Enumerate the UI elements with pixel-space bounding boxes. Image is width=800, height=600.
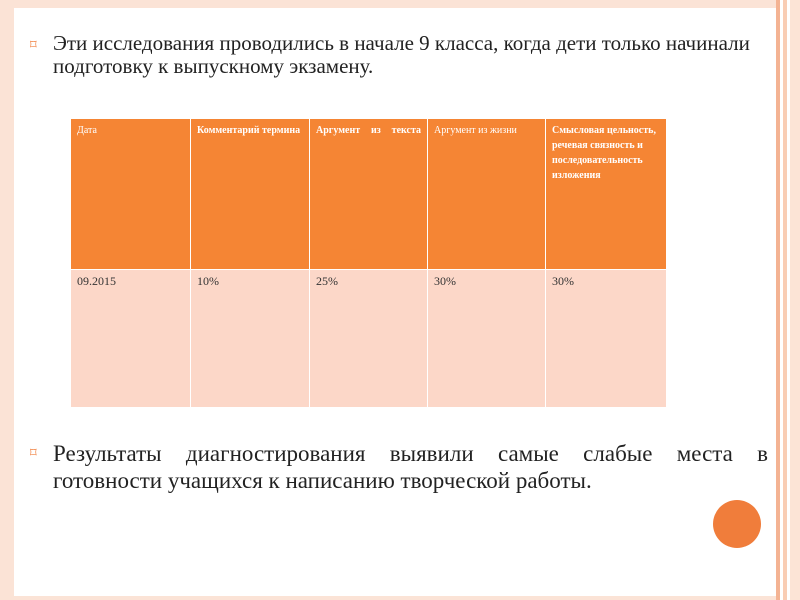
bullet-icon: ⌑ [30, 38, 37, 53]
intro-paragraph: Эти исследования проводились в начале 9 класса, когда дети только начинали подготовку к выпускному экзамену. [53, 31, 750, 78]
cell-date: 09.2015 [71, 270, 191, 408]
slide-frame-bottom [0, 596, 800, 600]
cell-term-comment: 10% [191, 270, 310, 408]
results-paragraph: Результаты диагностирования выявили самые слабые места в готовности учащихся к написанию творческой работы. [53, 441, 768, 493]
slide-frame-top [0, 0, 800, 8]
diagnostics-table [70, 118, 667, 408]
header-life-argument: Аргумент из жизни [428, 119, 546, 270]
header-text-argument: Аргумент из текста [310, 119, 428, 270]
header-term-comment: Комментарий термина [191, 119, 310, 270]
slide-frame-left [0, 0, 14, 600]
table-row [71, 270, 667, 408]
bullet-icon: ⌑ [30, 446, 37, 461]
header-date: Дата [71, 119, 191, 270]
header-coherence: Смысловая цельность, речевая связность и последовательность изложения [546, 119, 667, 270]
table-header-row [71, 119, 667, 270]
decor-circle [713, 500, 761, 548]
decor-stripe [790, 0, 800, 600]
cell-coherence: 30% [546, 270, 667, 408]
cell-life-argument: 30% [428, 270, 546, 408]
cell-text-argument: 25% [310, 270, 428, 408]
